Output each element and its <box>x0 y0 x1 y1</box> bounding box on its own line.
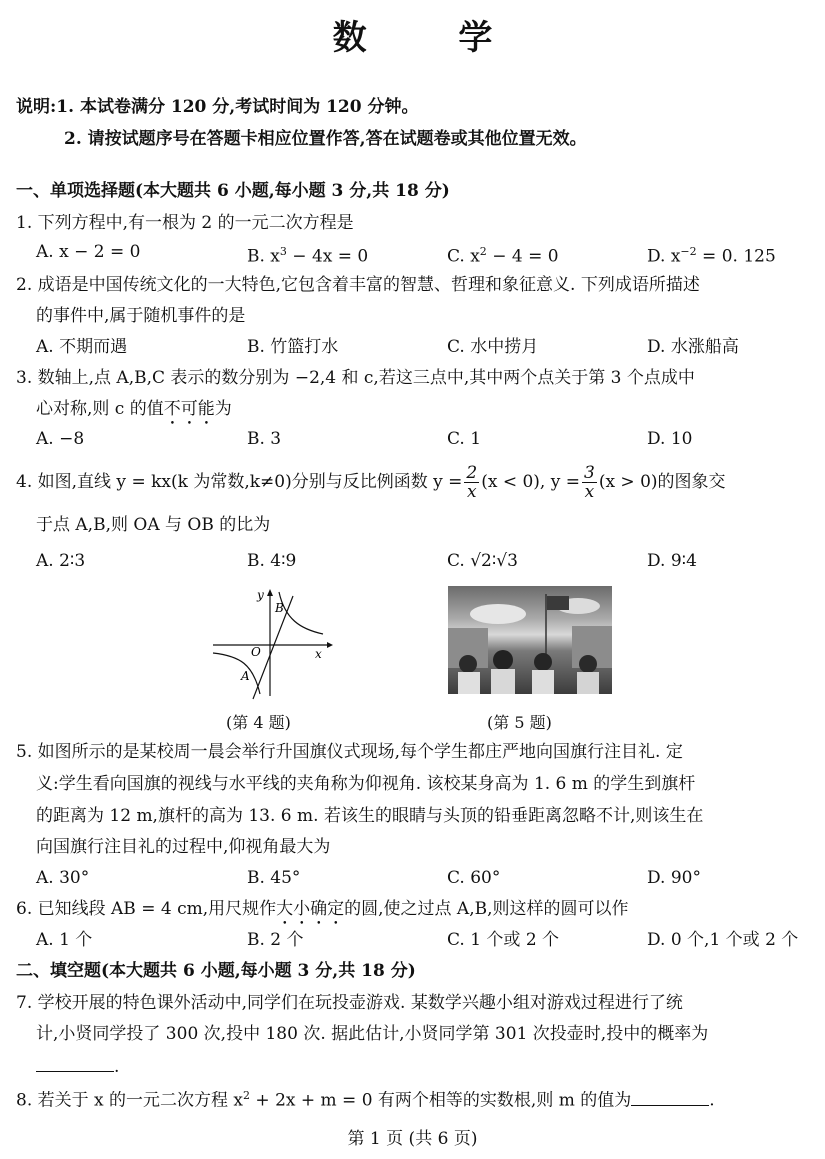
q5-stem-line-2: 义:学生看向国旗的视线与水平线的夹角称为仰视角. 该校某身高为 1. 6 m 的学生到旗杆 <box>36 774 696 794</box>
q7-stem-line-2: 计,小贤同学投了 300 次,投中 180 次. 据此估计,小贤同学第 301 次投壶时,投中的概率为 <box>36 1024 709 1044</box>
q6-option-c: C. 1 个或 2 个 <box>447 930 560 950</box>
q4-option-b: B. 4∶9 <box>247 551 297 571</box>
q4-stem-line-1 <box>16 462 726 502</box>
q8-exp: 2 <box>243 1089 251 1102</box>
q4-option-a: A. 2∶3 <box>36 551 86 571</box>
q5-option-d: D. 90° <box>647 868 701 888</box>
q4-fraction-2 <box>582 464 597 501</box>
q6-stem-text: 6. 已知线段 AB = 4 cm,用尺规作 <box>16 899 277 919</box>
q3-stem-end: 为 <box>214 399 232 419</box>
student-1-shirt <box>458 672 480 694</box>
q7-period: . <box>114 1057 120 1077</box>
q4-stem-text: 4. 如图,直线 y = kx(k 为常数,k≠0)分别与反比例函数 y = <box>16 472 463 492</box>
q1-option-d <box>647 241 776 268</box>
q5-stem-line-1: 5. 如图所示的是某校周一晨会举行升国旗仪式现场,每个学生都庄严地向国旗行注目礼. 定 <box>16 742 683 762</box>
q5-stem-line-3: 的距离为 12 m,旗杆的高为 13. 6 m. 若该生的眼睛与头顶的铅垂距离忽略不计,则该生在 <box>36 806 704 826</box>
q4-stem-line-2: 于点 A,B,则 OA 与 OB 的比为 <box>36 515 271 535</box>
flag <box>547 596 569 610</box>
q3-option-c: C. 1 <box>447 429 482 449</box>
q8-blank[interactable] <box>631 1087 709 1106</box>
q2-stem-line-2: 的事件中,属于随机事件的是 <box>36 306 246 326</box>
q1-d-exp: −2 <box>680 245 697 258</box>
q6-stem <box>16 898 629 929</box>
q6-emphasis: 大小确定 <box>276 899 345 919</box>
q3-stem-line-1: 3. 数轴上,点 A,B,C 表示的数分别为 −2,4 和 c,若这三点中,其中两个点关于第 3 个点成中 <box>16 368 695 388</box>
student-2-shirt <box>491 669 515 694</box>
student-1 <box>459 655 477 673</box>
note-2: 2. 请按试题序号在答题卡相应位置作答,答在试题卷或其他位置无效。 <box>64 129 587 149</box>
q4-option-d: D. 9∶4 <box>647 551 697 571</box>
q2-option-d: D. 水涨船高 <box>647 337 739 357</box>
page-footer: 第 1 页 (共 6 页) <box>347 1129 478 1149</box>
student-4-shirt <box>577 672 599 694</box>
q4-frac1-num: 2 <box>466 463 478 483</box>
notes-line-1 <box>16 96 419 118</box>
cloud-1 <box>470 604 526 624</box>
q5-option-a: A. 30° <box>36 868 90 888</box>
q1-d-text: D. x <box>647 246 681 267</box>
q6-option-d: D. 0 个,1 个或 2 个 <box>647 930 799 950</box>
q4-fraction-1 <box>464 464 479 501</box>
label-o: O <box>251 645 261 659</box>
q1-c-exp: 2 <box>479 245 487 258</box>
q4-option-c: C. √2∶√3 <box>447 551 518 571</box>
q7-blank[interactable] <box>36 1053 114 1072</box>
q7-answer-line <box>36 1053 119 1078</box>
q6-option-a: A. 1 个 <box>36 930 93 950</box>
q4-frac1-den: x <box>466 482 477 502</box>
q1-option-c <box>447 241 559 268</box>
q2-option-a: A. 不期而遇 <box>36 337 128 357</box>
y-axis-arrow <box>267 589 273 596</box>
label-y: y <box>257 588 264 602</box>
student-2 <box>493 650 513 670</box>
q4-stem-end: (x > 0)的图象交 <box>598 472 726 492</box>
q3-option-a: A. −8 <box>36 429 85 449</box>
label-a: A <box>241 669 250 683</box>
q8-stem-text: 8. 若关于 x 的一元二次方程 x <box>16 1090 244 1111</box>
q5-option-b: B. 45° <box>247 868 301 888</box>
q4-frac2-den: x <box>584 482 595 502</box>
label-x: x <box>315 647 322 661</box>
q1-c-rest: − 4 = 0 <box>486 246 559 267</box>
q1-b-rest: − 4x = 0 <box>286 246 369 267</box>
figure-5-caption: (第 5 题) <box>487 713 552 732</box>
q4-frac2-num: 3 <box>583 463 595 483</box>
q3-stem-line-2 <box>36 398 232 429</box>
flag-ceremony-photo <box>448 586 612 694</box>
q1-b-text: B. x <box>247 246 280 267</box>
q7-stem-line-1: 7. 学校开展的特色课外活动中,同学们在玩投壶游戏. 某数学兴趣小组对游戏过程进行了统 <box>16 993 683 1013</box>
q1-option-b <box>247 241 368 268</box>
q6-option-b: B. 2 个 <box>247 930 304 950</box>
q3-option-d: D. 10 <box>647 429 693 449</box>
q1-stem: 1. 下列方程中,有一根为 2 的一元二次方程是 <box>16 213 354 233</box>
label-b: B <box>275 601 284 615</box>
q6-stem-end: 的圆,使之过点 A,B,则这样的圆可以作 <box>344 899 629 919</box>
q3-option-b: B. 3 <box>247 429 282 449</box>
notes-label: 说明: <box>16 97 57 117</box>
q2-stem-line-1: 2. 成语是中国传统文化的一大特色,它包含着丰富的智慧、哲理和象征意义. 下列成语所描述 <box>16 275 700 295</box>
curve-left <box>213 653 260 694</box>
section-2-heading: 二、填空题(本大题共 6 小题,每小题 3 分,共 18 分) <box>16 961 416 981</box>
q4-stem-mid: (x < 0), y = <box>481 472 580 492</box>
figure-4-caption: (第 4 题) <box>226 713 291 732</box>
q3-stem-text: 心对称,则 c 的值 <box>36 399 164 419</box>
q1-b-exp: 3 <box>279 245 287 258</box>
student-4 <box>579 655 597 673</box>
q8-period: . <box>709 1090 715 1111</box>
page-title: 数 学 <box>332 18 533 58</box>
q1-option-a: A. x − 2 = 0 <box>36 242 141 262</box>
q8-stem-mid: + 2x + m = 0 有两个相等的实数根,则 m 的值为 <box>250 1090 632 1111</box>
q2-option-b: B. 竹篮打水 <box>247 337 339 357</box>
q1-d-rest: = 0. 125 <box>696 246 776 267</box>
q8-stem <box>16 1085 715 1112</box>
q3-emphasis: 不可能 <box>163 399 215 419</box>
student-3 <box>534 653 552 671</box>
q5-stem-line-4: 向国旗行注目礼的过程中,仰视角最大为 <box>36 837 331 857</box>
student-3-shirt <box>532 670 554 694</box>
q1-c-text: C. x <box>447 246 480 267</box>
figure-4-graph <box>205 584 335 704</box>
curve-right <box>279 592 323 634</box>
section-1-heading: 一、单项选择题(本大题共 6 小题,每小题 3 分,共 18 分) <box>16 181 450 201</box>
note-1: 1. 本试卷满分 120 分,考试时间为 120 分钟。 <box>56 97 419 117</box>
photo-scene <box>448 586 612 694</box>
q2-option-c: C. 水中捞月 <box>447 337 539 357</box>
q5-option-c: C. 60° <box>447 868 501 888</box>
x-axis-arrow <box>327 642 333 648</box>
